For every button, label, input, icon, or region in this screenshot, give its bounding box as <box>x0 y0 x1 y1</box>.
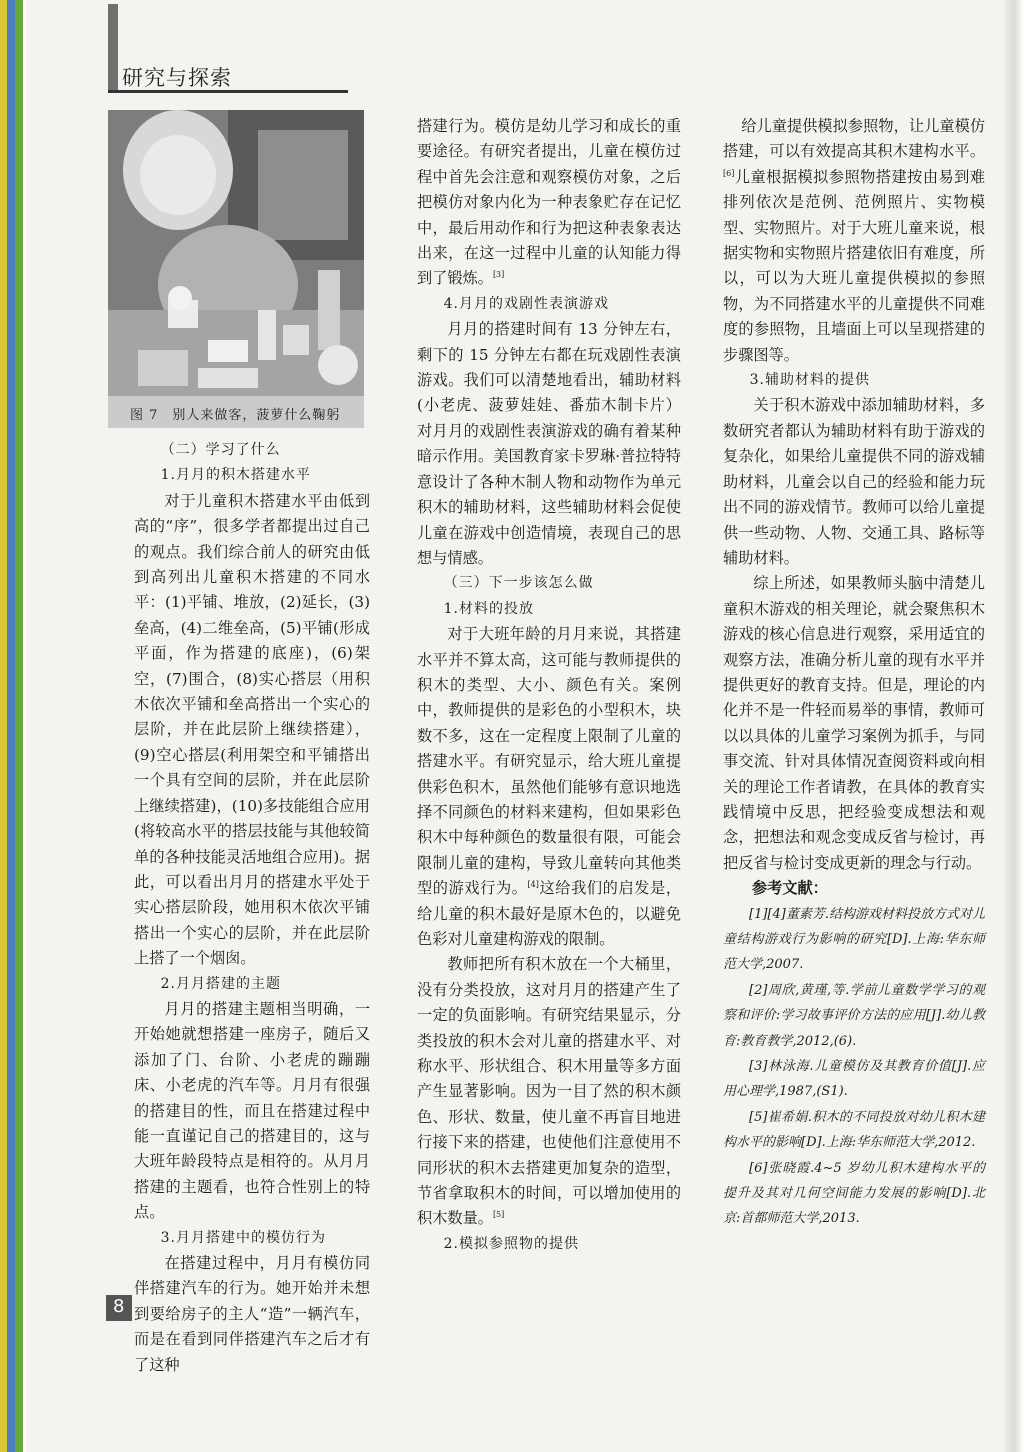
subheading: 4.月月的戏剧性表演游戏 <box>443 295 609 312</box>
subheading: 2.月月搭建的主题 <box>160 975 281 992</box>
section-header <box>108 60 348 96</box>
subheading: 3.辅助材料的提供 <box>749 372 870 389</box>
reference-item: [2]周欣,黄瑾,等.学前儿童数学学习的观察和评价:学习故事评价方法的应用[J].幼儿教育:教育教学,2012,(6). <box>723 982 985 1049</box>
paragraph <box>723 114 985 368</box>
figure-7-photo <box>108 110 364 428</box>
subheading: 3.月月搭建中的模仿行为 <box>160 1229 326 1246</box>
header-rule <box>108 90 348 93</box>
page-edge-shadow <box>1002 0 1024 1452</box>
stripe-blue <box>7 0 15 1452</box>
reference-item: [5]崔希娟.积木的不同投放对幼儿积木建构水平的影响[D].上海:华东师范大学,2012. <box>723 1109 985 1151</box>
subheading: 1.材料的投放 <box>443 600 534 617</box>
citation-note: [6] <box>723 168 735 178</box>
paragraph: 对于儿童积木搭建水平由低到高的“序”，很多学者都提出过自己的观点。我们综合前人的研究由低到高列出儿童积木搭建的不同水平：(1)平铺、堆放，(2)延长，(3)垒高，(4)二维垒高，(5)平铺(形成平面，作为搭建的底座)，(6)架空，(7)围合，(8)实心搭层（用积木依次平铺和垒高搭出一个实心的层阶，并在此层阶上继续搭建），(9)空心搭层(利用架空和平铺搭出一个具有空间的层阶，并在此层阶上继续搭建)，(10)多技能组合应用(将较高水平的搭层技能与其他较简单的各种技能灵活地组合应用)。据此，可以看出月月的搭建水平处于实心搭层阶段，她用积木依次平铺搭出一个实心的层阶，并在此层阶上搭了一个烟囱。 <box>134 491 370 968</box>
stripe-yellow <box>0 0 7 1452</box>
paragraph: 在搭建过程中，月月有模仿同伴搭建汽车的行为。她开始并未想到要给房子的主人“造”一辆汽车，而是在看到同伴搭建汽车之后才有了这种 <box>134 1254 370 1374</box>
section-title: 研究与探索 <box>122 66 232 90</box>
paragraph-text: 儿童根据模拟参照物搭建按由易到难排列依次是范例、范例照片、实物模型、实物照片。对于大班儿童来说，根据实物和实物照片搭建依旧有难度，所以，可以为大班儿童提供模拟的参照物，为不同搭建水平的儿童提供不同难度的参照物，且墙面上可以呈现搭建的步骤图等。 <box>723 167 985 364</box>
figure-caption-text: 图 7 别人来做客，菠萝什么鞠躬 <box>130 408 341 423</box>
section-heading: （二）学习了什么 <box>160 442 281 458</box>
column-3 <box>723 114 985 1232</box>
figure-caption <box>108 396 364 428</box>
reference-item: [1][4]董素芳.结构游戏材料投放方式对儿童结构游戏行为影响的研究[D].上海:华东师范大学,2007. <box>723 906 985 973</box>
paragraph <box>417 952 681 1231</box>
page-number: 8 <box>113 1296 125 1317</box>
subheading: 2.模拟参照物的提供 <box>443 1235 579 1252</box>
paragraph <box>417 622 681 952</box>
paragraph: 月月的搭建时间有 13 分钟左右，剩下的 15 分钟左右都在玩戏剧性表演游戏。我们可以清楚地看出，辅助材料(小老虎、菠萝娃娃、番茄木制卡片）对月月的戏剧性表演游戏的确有着某种暗示作用。美国教育家卡罗琳·普拉特特意设计了各种木制人物和动物作为单元积木的辅助材料，这些辅助材料会促使儿童在游戏中创造情境，表现自己的思想与情感。 <box>417 320 681 567</box>
paragraph-text: 教师把所有积木放在一个大桶里，没有分类投放，这对月月的搭建产生了一定的负面影响。有研究结果显示，分类投放的积木会对儿童的搭建水平、对称水平、形状组合、积木用量等多方面产生显著影响。因为一目了然的积木颜色、形状、数量，使儿童不再盲目地进行接下来的搭建，也使他们注意使用不同形状的积木去搭建更加复杂的造型，节省拿取积木的时间，可以增加使用的积木数量。 <box>417 955 681 1228</box>
paragraph: 关于积木游戏中添加辅助材料，多数研究者都认为辅助材料有助于游戏的复杂化，如果给儿童提供不同的游戏辅助材料，儿童会以自己的经验和能力玩出不同的游戏情节。教师可以给儿童提供一些动物、人物、交通工具、路标等辅助材料。 <box>723 396 985 567</box>
header-bar <box>108 4 118 92</box>
paragraph: 月月的搭建主题相当明确，一开始她就想搭建一座房子，随后又添加了门、台阶、小老虎的蹦蹦床、小老虎的汽车等。月月有很强的搭建目的性，而且在搭建过程中能一直谨记自己的搭建目的，这与大班年龄段特点是相符的。从月月搭建的主题看，也符合性别上的特点。 <box>134 999 370 1222</box>
paragraph: 综上所述，如果教师头脑中清楚儿童积木游戏的相关理论，就会聚焦积木游戏的核心信息进行观察，采用适宜的观察方法，准确分析儿童的现有水平并提供更好的教育支持。但是，理论的内化并不是一件轻而易举的事情，教师可以以具体的儿童学习案例为抓手，与同事交流、针对具体情况查阅资料或向相关的理论工作者请教，在具体的教育实践情境中反思，把经验变成想法和观念，把想法和观念变成反省与检讨，再把反省与检讨变成更新的理念与行动。 <box>723 574 985 872</box>
citation-note: [3] <box>492 270 505 280</box>
paragraph-text: 对于大班年龄的月月来说，其搭建水平并不算太高，这可能与教师提供的积木的类型、大小、颜色有关。案例中，教师提供的是彩色的小型积木，块数不多，这在一定程度上限制了儿童的搭建水平。有研究显示，给大班儿童提供彩色积木，虽然他们能够有意识地选择不同颜色的材料来建构，但如果彩色积木中每种颜色的数量很有限，可能会限制儿童的建构，导致儿童转向其他类型的游戏行为。 <box>417 625 681 898</box>
column-1 <box>134 438 370 1378</box>
reference-item: [3]林泳海.儿童模仿及其教育价值[J].应用心理学,1987,(S1). <box>723 1059 985 1100</box>
section-heading: （三）下一步该怎么做 <box>443 575 594 592</box>
column-2 <box>417 114 681 1257</box>
paragraph-text: 这给我们的启发是，给儿童的积木最好是原木色的，以避免色彩对儿童建构游戏的限制。 <box>417 879 682 948</box>
paragraph-text: 给儿童提供模拟参照物，让儿童模仿搭建，可以有效提高其积木建构水平。 <box>723 117 985 161</box>
citation-note: [4] <box>527 880 539 890</box>
stripe-white <box>23 0 26 1452</box>
paragraph-text: 搭建行为。模仿是幼儿学习和成长的重要途径。有研究者提出，儿童在模仿过程中首先会注意和观察模仿对象，之后把模仿对象内化为一种表象贮存在记忆中，最后用动作和行为把这种表象表达出来，在这一过程中儿童的认知能力得到了锻炼。 <box>417 117 681 288</box>
photo-illustration <box>108 110 364 428</box>
stripe-green <box>15 0 23 1452</box>
paragraph <box>417 114 681 292</box>
citation-note: [5] <box>492 1210 505 1220</box>
page-number-box <box>106 1295 132 1321</box>
reference-item: [6]张晓霞.4~5 岁幼儿积木建构水平的提升及其对几何空间能力发展的影响[D].北京:首都师范大学,2013. <box>723 1160 985 1227</box>
subheading: 1.月月的积木搭建水平 <box>160 467 311 484</box>
references-title: 参考文献： <box>751 879 828 898</box>
